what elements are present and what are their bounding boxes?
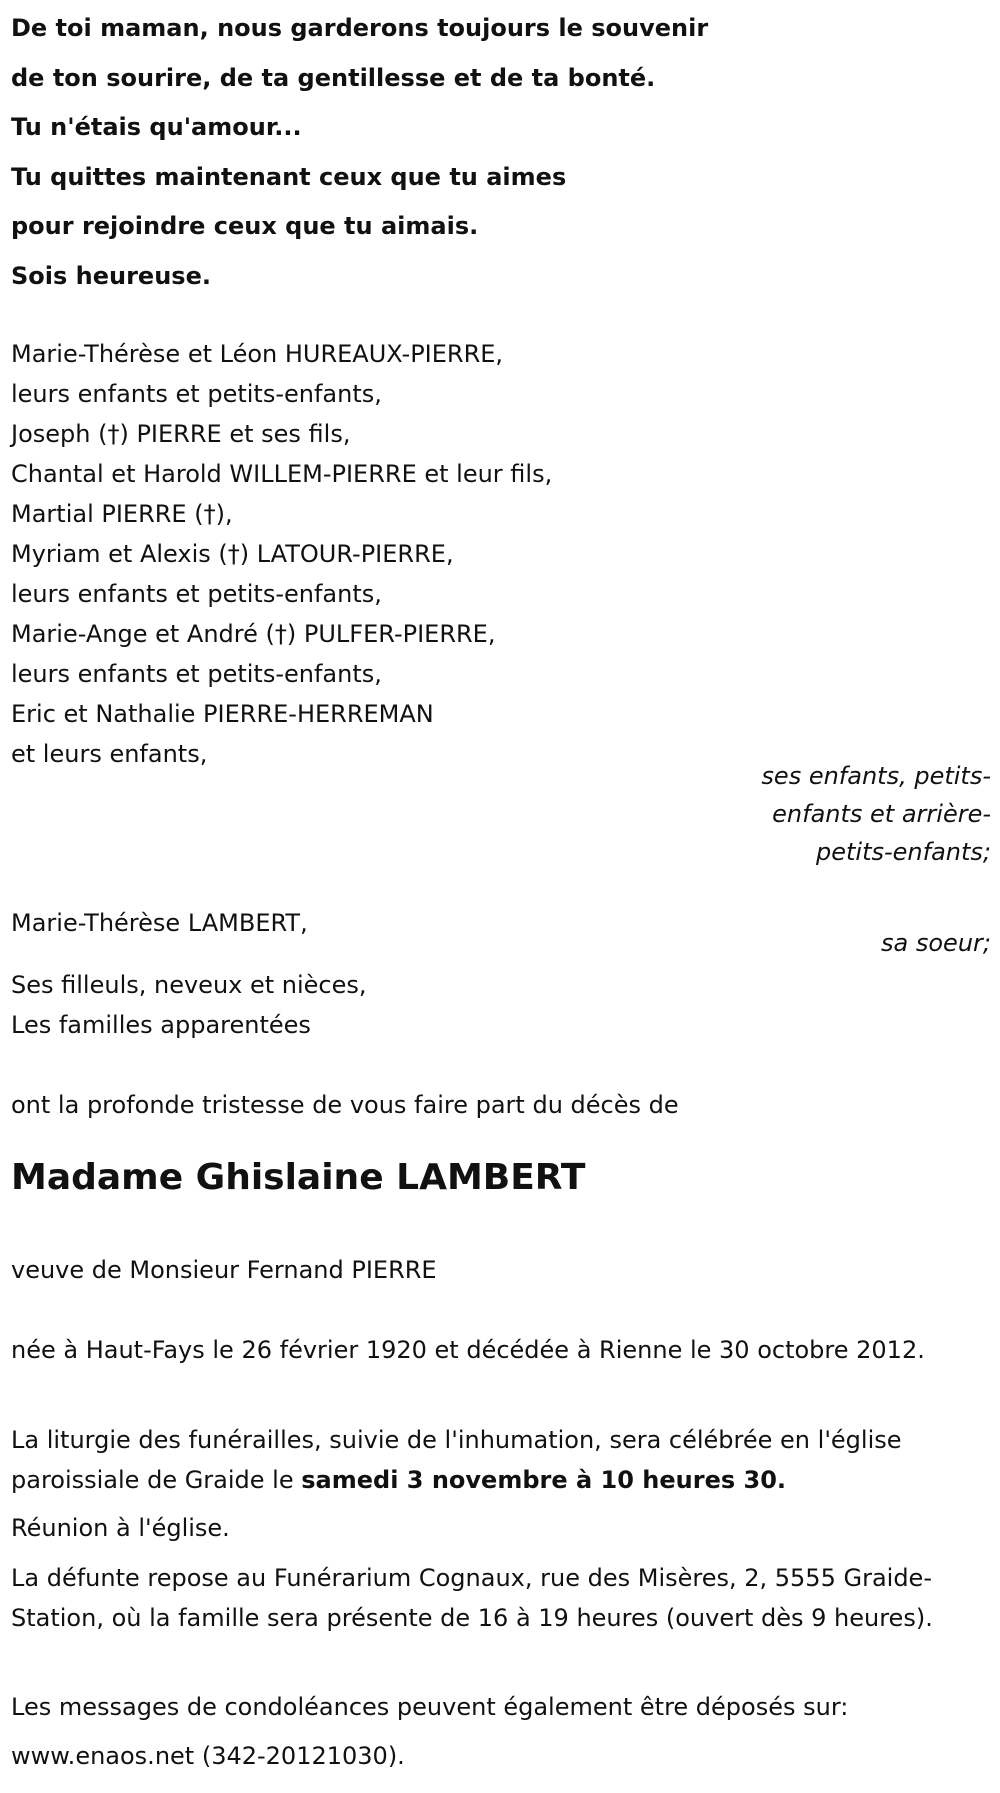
family-line: Marie-Ange et André (†) PULFER-PIERRE, xyxy=(11,620,496,648)
relatives-line: Ses filleuls, neveux et nièces, xyxy=(11,971,367,999)
website-link[interactable]: www.enaos.net (342-20121030). xyxy=(11,1742,405,1770)
sister-name: Marie-Thérèse LAMBERT, xyxy=(11,909,308,937)
family-line: Marie-Thérèse et Léon HUREAUX-PIERRE, xyxy=(11,340,504,368)
liturgy-info xyxy=(11,1420,991,1500)
family-line: leurs enfants et petits-enfants, xyxy=(11,380,382,408)
poem-line: de ton sourire, de ta gentillesse et de ta bonté. xyxy=(11,63,656,92)
poem-line: Tu n'étais qu'amour... xyxy=(11,113,302,141)
poem-line: pour rejoindre ceux que tu aimais. xyxy=(11,212,479,240)
poem-line: De toi maman, nous garderons toujours le souvenir xyxy=(11,14,709,42)
relatives-line: Les familles apparentées xyxy=(11,1011,311,1039)
family-list xyxy=(11,334,552,774)
announcement: ont la profonde tristesse de vous faire part du décès de xyxy=(11,1091,679,1119)
poem-block xyxy=(11,4,911,301)
family-line: Myriam et Alexis (†) LATOUR-PIERRE, xyxy=(11,540,454,568)
family-line: Joseph (†) PIERRE et ses fils, xyxy=(11,420,351,448)
birth-death-info: née à Haut-Fays le 26 février 1920 et décédée à Rienne le 30 octobre 2012. xyxy=(11,1336,925,1364)
liturgy-datetime: samedi 3 novembre à 10 heures 30. xyxy=(301,1466,787,1494)
family-line: et leurs enfants, xyxy=(11,740,208,768)
widow-of: veuve de Monsieur Fernand PIERRE xyxy=(11,1256,437,1284)
poem-line: Sois heureuse. xyxy=(11,261,211,290)
relation-children: ses enfants, petits-enfants et arrière-petits-enfants; xyxy=(761,762,991,866)
repose-info: La défunte repose au Funérarium Cognaux, rue des Misères, 2, 5555 Graide-Station, où la famille sera présente de 16 à 19 heures (ouvert dès 9 heures). xyxy=(11,1564,933,1632)
family-line: leurs enfants et petits-enfants, xyxy=(11,660,382,688)
poem-line: Tu quittes maintenant ceux que tu aimes xyxy=(11,162,567,191)
deceased-name: Madame Ghislaine LAMBERT xyxy=(11,1157,586,1198)
relation-sister: sa soeur; xyxy=(881,929,991,957)
family-line: Chantal et Harold WILLEM-PIERRE et leur fils, xyxy=(11,460,553,488)
family-line: leurs enfants et petits-enfants, xyxy=(11,580,382,608)
condolences-info: Les messages de condoléances peuvent également être déposés sur: xyxy=(11,1693,849,1721)
family-line: Eric et Nathalie PIERRE-HERREMAN xyxy=(11,700,434,728)
liturgy-text: La liturgie des funérailles, suivie de l'inhumation, sera célébrée en l'église paroissiale de Graide le xyxy=(11,1426,902,1494)
meeting-info: Réunion à l'église. xyxy=(11,1514,230,1542)
family-line: Martial PIERRE (†), xyxy=(11,500,233,528)
